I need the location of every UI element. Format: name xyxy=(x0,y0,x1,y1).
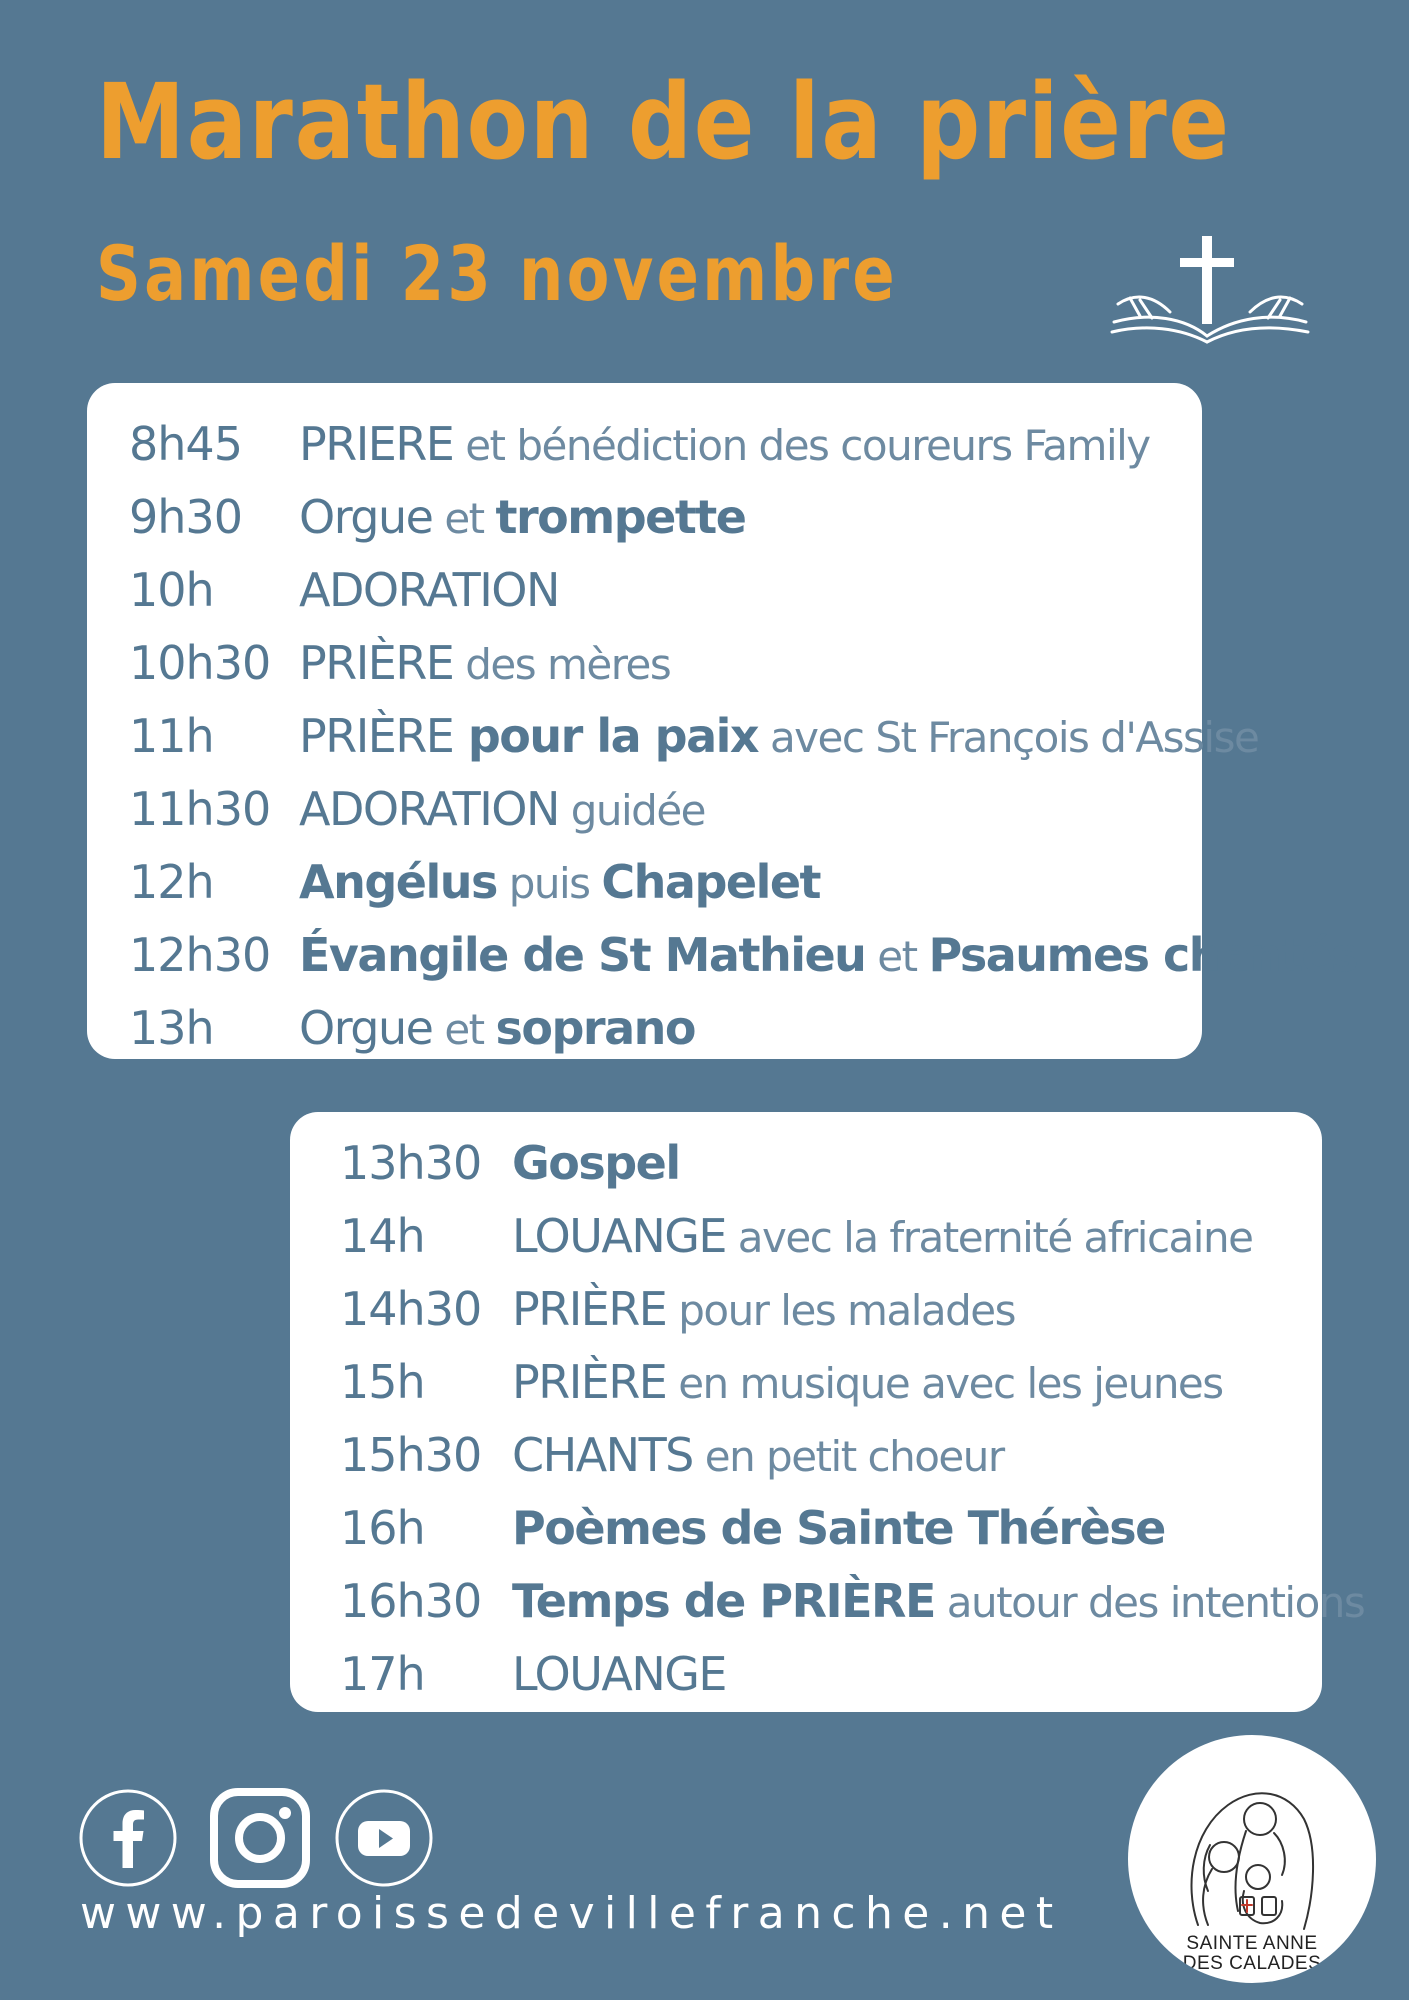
schedule-activity xyxy=(512,1136,680,1190)
schedule-time: 10h30 xyxy=(129,635,271,690)
schedule-time: 13h xyxy=(129,1000,214,1055)
activity-text: PRIÈRE xyxy=(299,635,454,690)
schedule-row xyxy=(290,1637,1322,1710)
schedule-activity xyxy=(512,1501,1165,1555)
activity-text: PRIÈRE xyxy=(299,708,454,763)
activity-text: ADORATION xyxy=(299,781,559,836)
schedule-activity xyxy=(299,1001,695,1055)
schedule-activity xyxy=(299,563,559,617)
activity-text: pour les malades xyxy=(666,1285,1015,1335)
schedule-time: 16h30 xyxy=(340,1573,482,1628)
activity-text: avec St François d'Assise xyxy=(758,712,1259,762)
schedule-time: 17h xyxy=(340,1646,425,1701)
schedule-row xyxy=(87,480,1202,553)
activity-text: en musique avec les jeunes xyxy=(666,1358,1223,1408)
schedule-row xyxy=(87,845,1202,918)
schedule-activity xyxy=(512,1209,1252,1263)
activity-text: Psaumes chantés xyxy=(928,927,1357,982)
activity-text: puis xyxy=(496,858,602,908)
schedule-time: 15h xyxy=(340,1354,425,1409)
morning-schedule-card xyxy=(87,383,1357,1059)
facebook-icon[interactable] xyxy=(78,1788,178,1888)
schedule-time: 13h30 xyxy=(340,1135,482,1190)
schedule-time: 12h xyxy=(129,854,214,909)
schedule-activity xyxy=(299,855,820,909)
schedule-row xyxy=(87,918,1357,991)
schedule-row xyxy=(87,407,1202,480)
activity-text: LOUANGE xyxy=(512,1208,726,1263)
activity-text: soprano xyxy=(495,1000,695,1055)
schedule-activity xyxy=(512,1282,1015,1336)
afternoon-schedule-card xyxy=(290,1112,1365,1712)
cross-open-book-icon xyxy=(1110,236,1310,351)
schedule-row xyxy=(87,772,1202,845)
schedule-activity xyxy=(512,1355,1223,1409)
schedule-activity xyxy=(299,928,1357,982)
activity-text: Gospel xyxy=(512,1135,680,1190)
logo-name-line1: SAINTE ANNE xyxy=(1186,1933,1318,1954)
schedule-row xyxy=(290,1199,1322,1272)
activity-text: et bénédiction des coureurs Family xyxy=(453,420,1150,470)
activity-text: trompette xyxy=(495,489,746,544)
activity-text: CHANTS xyxy=(512,1427,693,1482)
activity-text: des mères xyxy=(453,639,671,689)
schedule-time: 14h xyxy=(340,1208,425,1263)
schedule-row xyxy=(87,699,1259,772)
schedule-time: 11h xyxy=(129,708,214,763)
schedule-time: 11h30 xyxy=(129,781,271,836)
schedule-row xyxy=(290,1564,1365,1637)
schedule-row xyxy=(290,1418,1322,1491)
schedule-activity xyxy=(512,1647,726,1701)
parish-logo xyxy=(1128,1735,1376,1983)
event-date: Samedi 23 novembre xyxy=(96,229,898,318)
activity-text: Évangile de St Mathieu xyxy=(299,927,866,982)
activity-text: et xyxy=(865,931,929,981)
activity-text: pour la paix xyxy=(453,708,759,763)
schedule-activity xyxy=(299,417,1150,471)
schedule-activity xyxy=(299,709,1258,763)
activity-text: Orgue xyxy=(299,489,433,544)
activity-text: PRIÈRE xyxy=(512,1354,667,1409)
activity-text: et xyxy=(432,1004,496,1054)
activity-text: PRIÈRE xyxy=(512,1281,667,1336)
schedule-time: 16h xyxy=(340,1500,425,1555)
schedule-row xyxy=(87,991,1202,1064)
activity-text: et xyxy=(432,493,496,543)
schedule-activity xyxy=(512,1428,1004,1482)
activity-text: PRIERE xyxy=(299,416,454,471)
schedule-time: 15h30 xyxy=(340,1427,482,1482)
schedule-activity xyxy=(512,1574,1364,1628)
schedule-row xyxy=(290,1126,1322,1199)
schedule-row xyxy=(290,1345,1322,1418)
instagram-icon[interactable] xyxy=(210,1788,310,1888)
activity-text: Orgue xyxy=(299,1000,433,1055)
schedule-activity xyxy=(299,782,705,836)
schedule-row xyxy=(290,1491,1322,1564)
morning-schedule-list xyxy=(87,407,1357,1064)
activity-text: Angélus xyxy=(299,854,497,909)
schedule-time: 10h xyxy=(129,562,214,617)
parish-website-link[interactable]: www.paroissedevillefranche.net xyxy=(80,1888,1063,1939)
poster-title: Marathon de la prière xyxy=(96,61,1231,183)
schedule-activity xyxy=(299,636,670,690)
activity-text: Poèmes de Sainte Thérèse xyxy=(512,1500,1165,1555)
activity-text: en petit choeur xyxy=(692,1431,1004,1481)
schedule-time: 14h30 xyxy=(340,1281,482,1336)
schedule-time: 12h30 xyxy=(129,927,271,982)
schedule-row xyxy=(87,553,1202,626)
activity-text: Temps de PRIÈRE xyxy=(512,1573,935,1628)
activity-text: guidée xyxy=(558,785,706,835)
activity-text: autour des intentions xyxy=(934,1577,1365,1627)
schedule-time: 9h30 xyxy=(129,489,242,544)
activity-text: Chapelet xyxy=(601,854,821,909)
activity-text: avec la fraternité africaine xyxy=(725,1212,1253,1262)
schedule-time: 8h45 xyxy=(129,416,242,471)
afternoon-schedule-list xyxy=(290,1126,1365,1710)
activity-text: ADORATION xyxy=(299,562,559,617)
logo-name-line2: DES CALADES xyxy=(1182,1953,1322,1974)
schedule-activity xyxy=(299,490,746,544)
schedule-row xyxy=(290,1272,1322,1345)
activity-text: LOUANGE xyxy=(512,1646,726,1701)
youtube-icon[interactable] xyxy=(334,1788,434,1888)
schedule-row xyxy=(87,626,1202,699)
